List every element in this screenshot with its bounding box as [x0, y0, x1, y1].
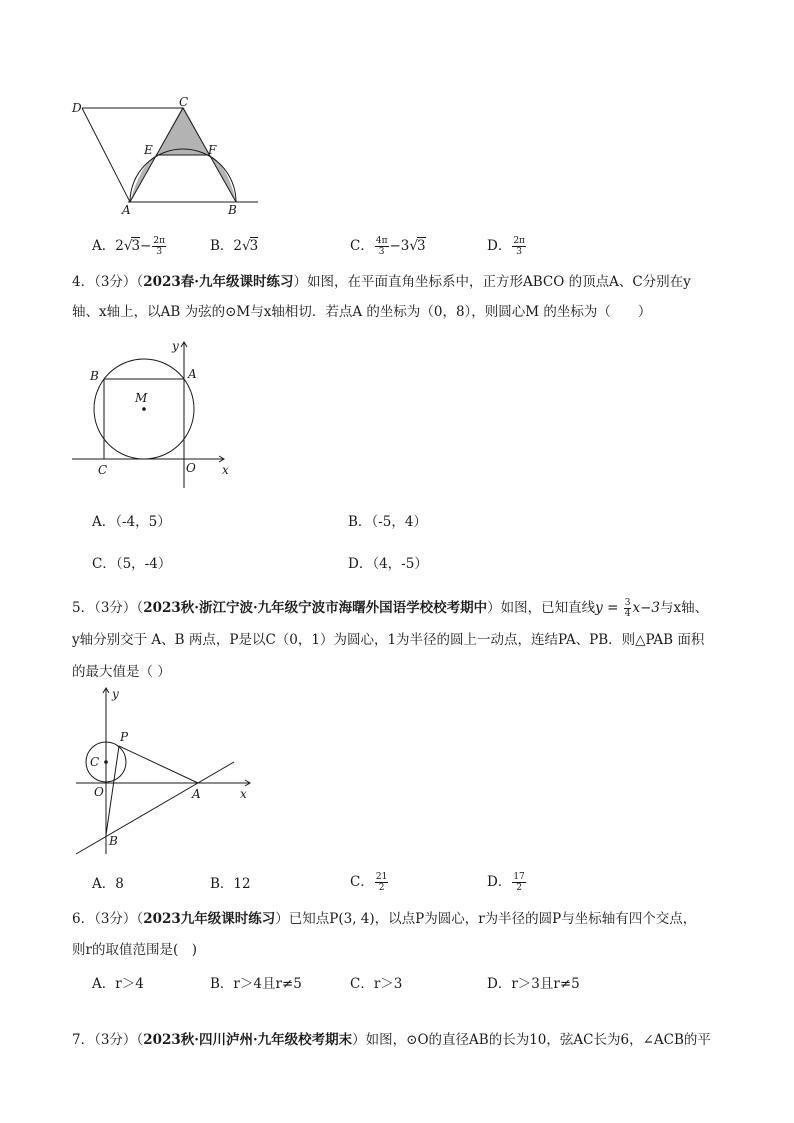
q4-option-d[interactable]: D．（4，-5）: [348, 556, 428, 572]
q4-stem-line1: 4．（3分）（2023春·九年级课时练习）如图，在平面直角坐标系中，正方形ABCO 的顶点A、C分别在y: [72, 274, 691, 290]
q4-stem-line2: 轴、x轴上，以AB 为弦的⊙M与x轴相切．若点A 的坐标为（0，8），则圆心M 的坐标为（ ）: [72, 304, 652, 320]
q6-option-a[interactable]: A．r＞4: [92, 976, 144, 992]
q4-label-B: B: [90, 369, 99, 383]
q6-option-c[interactable]: C．r＞3: [350, 976, 403, 992]
q6-stem-line1: 6．（3分）（2023九年级课时练习）已知点P(3, 4)，以点P为圆心，r为半径的圆P与坐标轴有四个交点，: [72, 911, 697, 927]
q4-option-a[interactable]: A．（-4，5）: [92, 514, 171, 530]
q5-option-d[interactable]: D． $\frac{17}{2}$: [487, 872, 525, 893]
q5-stem-line3: 的最大值是（ ）: [72, 664, 171, 680]
q4-option-c[interactable]: C．（5，-4）: [92, 556, 172, 572]
q3-option-a[interactable]: A．2√3− $\frac{2\pi}{3}$: [92, 236, 166, 257]
q6-option-b[interactable]: B．r＞4且r≠5: [210, 976, 302, 992]
q6-stem-line2: 则r的取值范围是( ): [72, 942, 197, 958]
q4-label-x: x: [222, 463, 229, 477]
q5-label-O: O: [94, 785, 104, 799]
q3-label-B: B: [228, 203, 237, 217]
q5-label-B: B: [109, 834, 118, 848]
q5-label-x: x: [240, 787, 247, 801]
q3-option-b[interactable]: B．2√3: [210, 238, 259, 254]
q4-label-A: A: [188, 367, 197, 381]
q4-label-C: C: [98, 463, 108, 477]
q3-label-D: D: [72, 101, 82, 115]
q3-option-c[interactable]: C． $\frac{4\pi}{3}$ −3√3: [350, 236, 426, 257]
q5-stem-line1: 5．（3分）（2023秋·浙江宁波·九年级宁波市海曙外国语学校校考期中）如图，已知直线y = $\frac{3}{4}$ x−3与x轴、: [72, 598, 709, 619]
q4-label-y: y: [172, 339, 179, 353]
q4-label-O: O: [186, 461, 196, 475]
q3-shaded-triangle: [156, 106, 210, 155]
q3-label-C: C: [179, 96, 189, 109]
q6-option-d[interactable]: D．r＞3且r≠5: [487, 976, 580, 992]
q3-label-F: F: [208, 143, 217, 157]
q3-label-E: E: [144, 143, 153, 157]
q5-stem-line2: y轴分别交于 A、B 两点，P是以C（0，1）为圆心，1为半径的圆上一动点，连结PA、PB．则△PAB 面积: [72, 632, 705, 648]
q5-label-y: y: [112, 687, 119, 701]
q5-diagram: [68, 684, 258, 860]
q3-diagram: [68, 96, 268, 218]
q3-label-A: A: [122, 203, 131, 217]
q4-diagram: [68, 338, 248, 493]
q4-option-b[interactable]: B．（-5，4）: [348, 514, 427, 530]
q7-stem-line1: 7．（3分）（2023秋·四川泸州·九年级校考期末）如图，⊙O的直径AB的长为10，弦AC长为6，∠ACB的平: [72, 1032, 711, 1048]
q5-option-c[interactable]: C． $\frac{21}{2}$: [350, 872, 388, 893]
q5-label-C: C: [90, 755, 100, 769]
q4-label-M: M: [135, 391, 148, 405]
q5-option-b[interactable]: B．12: [210, 876, 251, 892]
q3-option-d[interactable]: D． $\frac{2\pi}{3}$: [487, 236, 525, 257]
q5-label-P: P: [120, 730, 129, 744]
q5-label-A: A: [192, 787, 201, 801]
q5-option-a[interactable]: A．8: [92, 876, 124, 892]
